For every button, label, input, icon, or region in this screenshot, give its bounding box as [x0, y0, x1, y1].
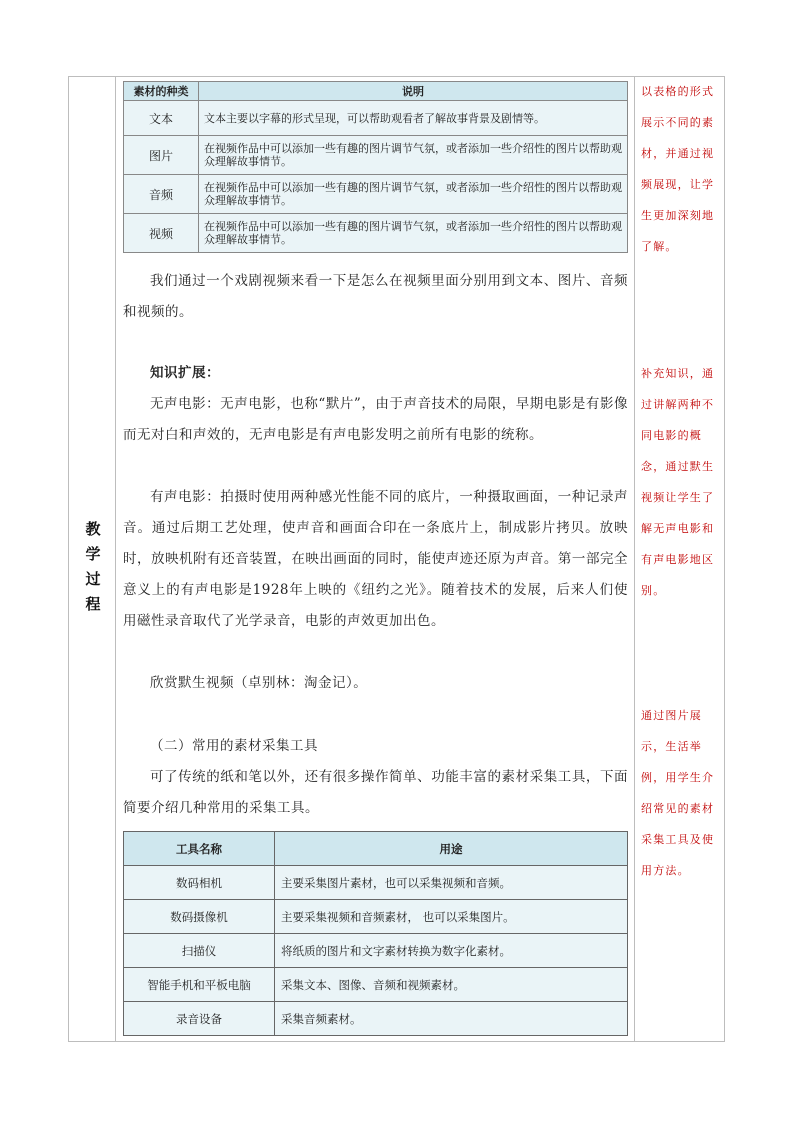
tool-use: 采集文本、图像、音频和视频素材。	[275, 968, 628, 1002]
tools-section-title: （二）常用的素材采集工具	[150, 738, 318, 754]
tool-use: 采集音频素材。	[275, 1002, 628, 1036]
material-type: 视频	[124, 214, 199, 253]
tool-use: 主要采集视频和音频素材， 也可以采集图片。	[275, 900, 628, 934]
tool-use: 主要采集图片素材，也可以采集视频和音频。	[275, 866, 628, 900]
tool-use: 将纸质的图片和文字素材转换为数字化素材。	[275, 934, 628, 968]
tool-name: 数码摄像机	[124, 900, 275, 934]
table-row	[124, 136, 628, 175]
table-row	[124, 214, 628, 253]
enjoy-video-paragraph: 欣赏默生视频（卓别林：淘金记）。	[150, 675, 368, 691]
table-row	[124, 968, 628, 1002]
collection-tools-table	[123, 831, 628, 1036]
material-type-table	[123, 81, 628, 253]
material-type: 图片	[124, 136, 199, 175]
table-row	[124, 934, 628, 968]
table-header: 用途	[275, 832, 628, 866]
teaching-note-tools: 通过图片展示，生活举例，用学生介绍常见的素材采集工具及使用方法。	[641, 709, 715, 877]
stage-char: 过	[85, 570, 101, 588]
extension-title: 知识扩展：	[150, 365, 220, 381]
tool-name: 扫描仪	[124, 934, 275, 968]
stage-char: 程	[85, 595, 101, 613]
material-type: 音频	[124, 175, 199, 214]
stage-char: 教	[85, 520, 101, 538]
tool-name: 数码相机	[124, 866, 275, 900]
table-header: 说明	[199, 82, 628, 101]
table-row	[124, 866, 628, 900]
material-desc: 文本主要以字幕的形式呈现，可以帮助观看者了解故事背景及剧情等。	[199, 101, 628, 136]
tool-name: 录音设备	[124, 1002, 275, 1036]
intro-paragraph: 我们通过一个戏剧视频来看一下是怎么在视频里面分别用到文本、图片、音频和视频的。	[123, 273, 628, 320]
table-row	[124, 175, 628, 214]
material-desc: 在视频作品中可以添加一些有趣的图片调节气氛，或者添加一些介绍性的图片以帮助观众理解故事情节。	[199, 214, 628, 253]
material-desc: 在视频作品中可以添加一些有趣的图片调节气氛，或者添加一些介绍性的图片以帮助观众理解故事情节。	[199, 175, 628, 214]
table-header: 素材的种类	[124, 82, 199, 101]
table-row	[124, 900, 628, 934]
stage-char: 学	[85, 545, 101, 563]
column-divider-left	[115, 77, 116, 1041]
teaching-note-materials: 以表格的形式展示不同的素材，并通过视频展现，让学生更加深刻地了解。	[641, 85, 715, 253]
tool-name: 智能手机和平板电脑	[124, 968, 275, 1002]
sound-film-paragraph: 有声电影：拍摄时使用两种感光性能不同的底片，一种摄取画面，一种记录声音。通过后期工艺处理，使声音和画面合印在一条底片上，制成影片拷贝。放映时，放映机附有还音装置，在映出画面的同时，能使声迹还原为声音。第一部完全意义上的有声电影是1928年上映的《纽约之光》。随着技术的发展，后来人们使用磁性录音取代了光学录音，电影的声效更加出色。	[123, 489, 628, 629]
material-type: 文本	[124, 101, 199, 136]
column-divider-right	[634, 77, 635, 1041]
stage-label	[79, 517, 107, 617]
material-desc: 在视频作品中可以添加一些有趣的图片调节气氛，或者添加一些介绍性的图片以帮助观众理解故事情节。	[199, 136, 628, 175]
teaching-note-films: 补充知识，通过讲解两种不同电影的概念，通过默生视频让学生了解无声电影和有声电影地区别。	[641, 367, 715, 597]
table-row	[124, 101, 628, 136]
silent-film-paragraph: 无声电影：无声电影，也称“默片”，由于声音技术的局限，早期电影是有影像而无对白和声效的，无声电影是有声电影发明之前所有电影的统称。	[123, 396, 628, 443]
tools-intro-paragraph: 可了传统的纸和笔以外，还有很多操作简单、功能丰富的素材采集工具，下面简要介绍几种常用的采集工具。	[123, 769, 628, 816]
table-header: 工具名称	[124, 832, 275, 866]
table-row	[124, 1002, 628, 1036]
